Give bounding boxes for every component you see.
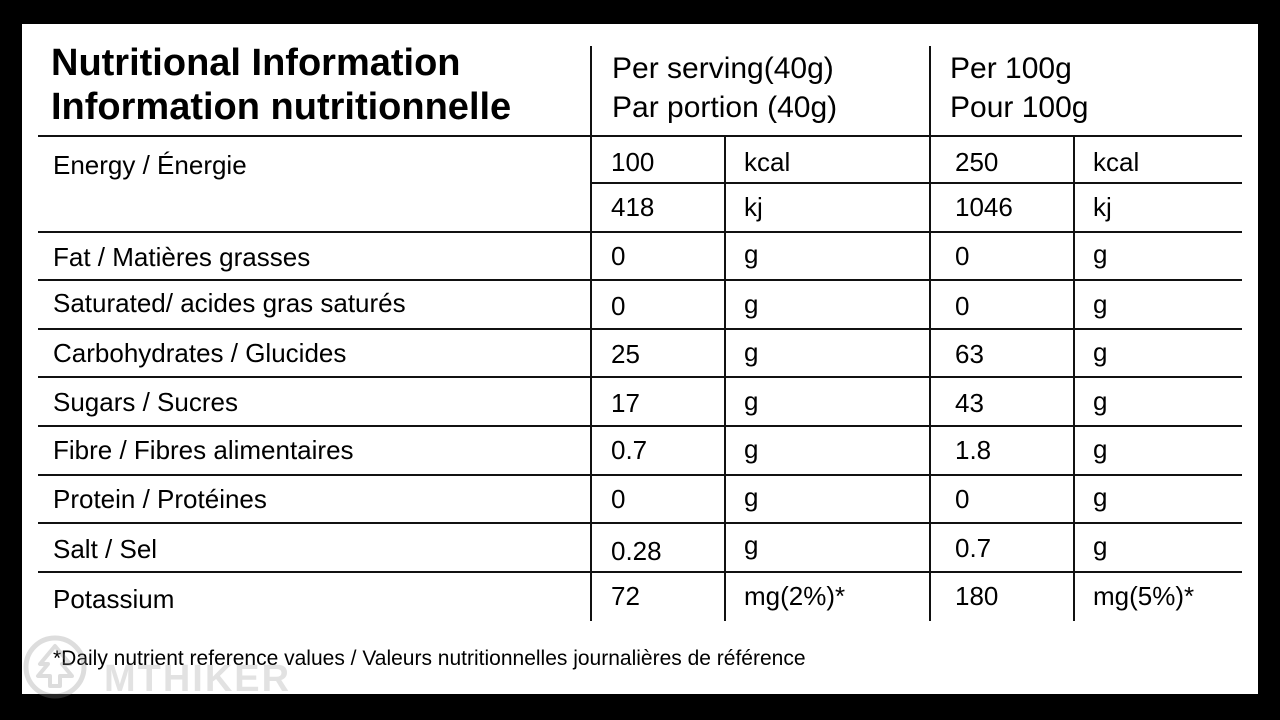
fat-100g-unit: g (1093, 239, 1108, 269)
saturated-100g-unit: g (1093, 289, 1108, 319)
divider-col-serving (590, 46, 592, 621)
tree-arrow-logo-icon (22, 634, 88, 700)
divider-row (38, 376, 1242, 378)
row-label-fibre: Fibre / Fibres alimentaires (53, 435, 354, 465)
divider-col-serving-unit (724, 136, 726, 621)
salt-serving-unit: g (744, 530, 759, 560)
sugars-serving-value: 17 (611, 388, 640, 418)
divider-header (38, 135, 1242, 137)
energy-100g-kj-unit: kj (1093, 192, 1112, 222)
energy-serving-kj-value: 418 (611, 192, 655, 222)
divider-row (38, 474, 1242, 476)
row-label-carbohydrates: Carbohydrates / Glucides (53, 338, 347, 368)
carbohydrates-serving-unit: g (744, 337, 759, 367)
footnote: *Daily nutrient reference values / Valeurs nutritionnelles journalières de référence (53, 647, 806, 670)
watermark (22, 634, 342, 700)
sugars-serving-unit: g (744, 386, 759, 416)
divider-row (38, 522, 1242, 524)
divider-col-100g-unit (1073, 136, 1075, 621)
row-label-salt: Salt / Sel (53, 534, 158, 564)
protein-serving-unit: g (744, 482, 759, 512)
fibre-serving-unit: g (744, 434, 759, 464)
watermark-text: MTHIKER (104, 658, 292, 700)
fat-serving-value: 0 (611, 241, 626, 271)
potassium-serving-unit: mg(2%)* (744, 581, 846, 611)
divider-energy-sub (590, 182, 1242, 184)
nutrition-label (22, 24, 1258, 700)
divider-row (38, 571, 1242, 573)
salt-100g-unit: g (1093, 531, 1108, 561)
protein-100g-unit: g (1093, 482, 1108, 512)
per-serving-header-en: Per serving(40g) (612, 52, 834, 85)
potassium-100g-value: 180 (955, 581, 999, 611)
fibre-100g-unit: g (1093, 434, 1108, 464)
energy-100g-kj-value: 1046 (955, 192, 1013, 222)
salt-serving-value: 0.28 (611, 536, 662, 566)
row-label-saturated: Saturated/ acides gras saturés (53, 288, 406, 318)
energy-100g-kcal-value: 250 (955, 147, 999, 177)
per-serving-header-fr: Par portion (40g) (612, 91, 838, 124)
energy-100g-kcal-unit: kcal (1093, 147, 1140, 177)
row-label-energy: Energy / Énergie (53, 150, 247, 180)
divider-row (38, 425, 1242, 427)
potassium-serving-value: 72 (611, 581, 640, 611)
per-100g-header-en: Per 100g (950, 52, 1072, 85)
saturated-serving-unit: g (744, 289, 759, 319)
saturated-serving-value: 0 (611, 291, 626, 321)
divider-row (38, 231, 1242, 233)
energy-serving-kcal-unit: kcal (744, 147, 791, 177)
protein-serving-value: 0 (611, 484, 626, 514)
fibre-100g-value: 1.8 (955, 435, 992, 465)
protein-100g-value: 0 (955, 484, 970, 514)
row-label-sugars: Sugars / Sucres (53, 387, 238, 417)
carbohydrates-100g-unit: g (1093, 337, 1108, 367)
saturated-100g-value: 0 (955, 291, 970, 321)
fibre-serving-value: 0.7 (611, 435, 648, 465)
salt-100g-value: 0.7 (955, 533, 992, 563)
divider-row (38, 328, 1242, 330)
energy-serving-kcal-value: 100 (611, 147, 655, 177)
title-english: Nutritional Information (51, 42, 461, 84)
per-100g-header-fr: Pour 100g (950, 91, 1089, 124)
divider-col-100g (929, 46, 931, 621)
fat-serving-unit: g (744, 239, 759, 269)
fat-100g-value: 0 (955, 241, 970, 271)
energy-serving-kj-unit: kj (744, 192, 763, 222)
carbohydrates-100g-value: 63 (955, 339, 984, 369)
row-label-potassium: Potassium (53, 584, 175, 614)
divider-row (38, 279, 1242, 281)
row-label-fat: Fat / Matières grasses (53, 242, 311, 272)
sugars-100g-unit: g (1093, 386, 1108, 416)
sugars-100g-value: 43 (955, 388, 984, 418)
carbohydrates-serving-value: 25 (611, 339, 640, 369)
potassium-100g-unit: mg(5%)* (1093, 581, 1195, 611)
title-french: Information nutritionnelle (51, 86, 512, 128)
row-label-protein: Protein / Protéines (53, 484, 267, 514)
